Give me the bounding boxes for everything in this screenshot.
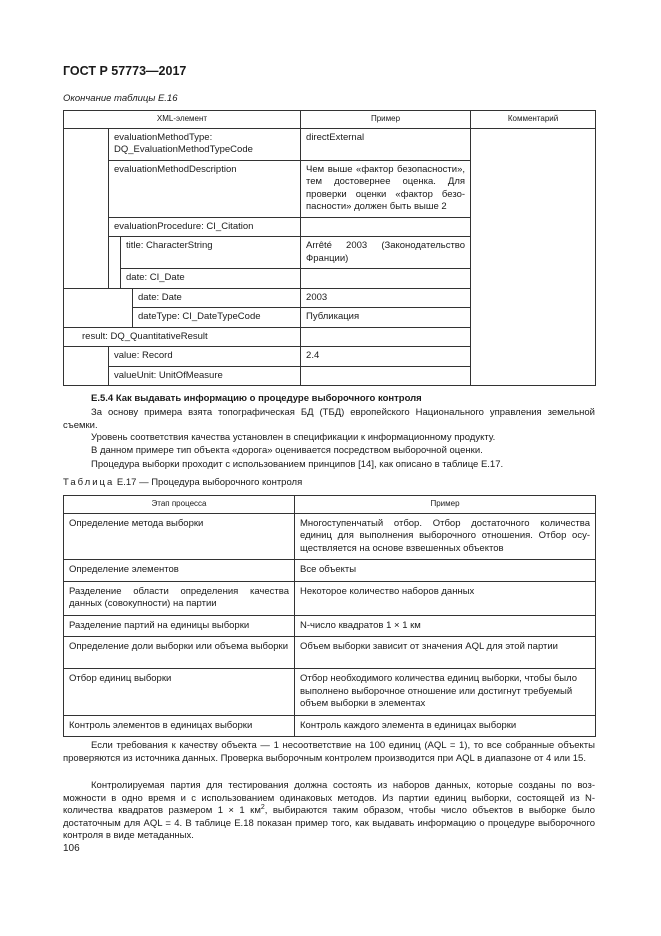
stage-cell: Определение доли выборки или объема выборки	[64, 637, 295, 669]
indent-cell	[64, 237, 109, 269]
col-header-example: Пример	[295, 496, 596, 514]
example-cell: Многоступенчатый отбор. Отбор достаточного количества единиц для выполнения выборочного отношения. Отбор осуществляется на основе взвешенных объектов	[295, 513, 596, 560]
stage-cell: Разделение партий на единицы выборки	[64, 615, 295, 637]
table-e16-caption: Окончание таблицы E.16	[63, 93, 178, 104]
paragraph: Уровень соответствия качества установлен в спецификации к информационному продукту.	[91, 432, 496, 443]
xml-element-cell	[133, 288, 301, 308]
example-cell	[301, 217, 471, 237]
paragraph-text: Контролируемая партия для тестирования должна состоять из наборов данных, которые созданы по возможности в одно время и с использованием одинаковых методов. Из партии единиц выборки, состоящей из N-количества квадратов размером 1 × 1 км	[63, 780, 595, 816]
example-cell	[301, 269, 471, 289]
paragraph-text: , выбираются таким образом, чтобы число объектов в выборке было достаточным для AQL = 4. В таблице E.18 показан пример того, как выдавать информацию о процедуре выборочного контроля в виде метаданных.	[63, 805, 596, 841]
comment-cell	[471, 128, 596, 386]
example-cell: Arrêté 2003 (Законодательство Франции)	[301, 237, 471, 269]
indent-cell	[109, 237, 121, 269]
xml-element-text: date: Date	[138, 291, 182, 303]
xml-element-text: result: DQ_QuantitativeResult	[82, 330, 208, 342]
table-row	[64, 581, 596, 615]
indent-cell	[109, 269, 121, 289]
example-cell: Все объекты	[295, 560, 596, 582]
col-header-xml: XML-элемент	[64, 111, 301, 129]
example-cell: N-число квадратов 1 × 1 км	[295, 615, 596, 637]
indent-cell	[64, 366, 109, 386]
caption-prefix: Таблица	[63, 477, 115, 488]
paragraph: Процедура выборки проходит с использованием принципов [14], как описано в таблице E.17.	[91, 459, 504, 470]
example-cell: Отбор необходимого количества единиц выборки, чтобы было выполнено выборочное отношение или достигнут требуемый объем выборки в элементах	[295, 669, 596, 716]
col-header-example: Пример	[301, 111, 471, 129]
indent-cell	[64, 128, 109, 160]
table-row	[64, 715, 596, 737]
section-title: E.5.4 Как выдавать информацию о процедуре выборочного контроля	[91, 393, 422, 404]
xml-element-cell: title: CharacterString	[121, 237, 301, 269]
example-cell: Объем выборки зависит от значения AQL для этой партии	[295, 637, 596, 669]
xml-element-cell: dateType: CI_DateTypeCode	[133, 308, 301, 328]
stage-cell: Определение элементов	[64, 560, 295, 582]
stage-cell: Отбор единиц выборки	[64, 669, 295, 716]
paragraph: В данном примере тип объекта «дорога» оценивается посредством выборочной оценки.	[91, 445, 483, 456]
xml-element-cell: evaluationMethodDescription	[109, 160, 301, 217]
table-header-row	[64, 111, 596, 129]
example-cell: Контроль каждого элемента в единицах выборки	[295, 715, 596, 737]
xml-element-cell: evaluationMethodType: DQ_EvaluationMethodTypeCode	[109, 128, 301, 160]
xml-element-cell: valueUnit: UnitOfMeasure	[109, 366, 301, 386]
table-row	[64, 615, 596, 637]
page-number: 106	[63, 843, 80, 854]
table-row	[64, 669, 596, 716]
table-row	[64, 128, 596, 160]
document-header: ГОСТ Р 57773—2017	[63, 64, 187, 78]
xml-element-cell: value: Record	[109, 347, 301, 367]
xml-element-cell: date: CI_Date	[121, 269, 301, 289]
table-e16	[63, 110, 596, 386]
example-cell: directExternal	[301, 128, 471, 160]
xml-element-cell: evaluationProcedure: CI_Citation	[109, 217, 301, 237]
indent-cell	[64, 269, 109, 289]
xml-element-cell	[64, 327, 301, 347]
example-cell: 2003	[301, 288, 471, 308]
table-header-row	[64, 496, 596, 514]
stage-cell: Определение метода выборки	[64, 513, 295, 560]
example-cell: Чем выше «фактор безопасности», тем достовернее оценка. Для проверки оценки «фактор безопасности» должен быть выше 2	[301, 160, 471, 217]
stage-cell: Разделение области определения качества данных (совокупности) на партии	[64, 581, 295, 615]
superscript: 2	[260, 803, 265, 811]
example-cell	[301, 327, 471, 347]
table-e17	[63, 495, 596, 737]
indent-cell	[64, 347, 109, 367]
col-header-stage: Этап процесса	[64, 496, 295, 514]
paragraph: Если требования к качеству объекта — 1 несоответствие на 100 единиц (AQL = 1), то все собранные объекты проверяются из источника данных. Проверка выборочным контролем производится при AQL в диапазоне от 4 или 15.	[63, 740, 595, 764]
example-cell: Публикация	[301, 308, 471, 328]
table-row	[64, 560, 596, 582]
indent-cell	[64, 308, 133, 328]
example-cell: Некоторое количество наборов данных	[295, 581, 596, 615]
example-cell	[301, 366, 471, 386]
col-header-comment: Комментарий	[471, 111, 596, 129]
paragraph	[63, 780, 595, 843]
indent-cell	[64, 288, 133, 308]
table-e17-caption	[63, 477, 302, 488]
indent-cell	[64, 160, 109, 217]
example-cell: 2.4	[301, 347, 471, 367]
caption-rest: E.17 — Процедура выборочного контроля	[114, 477, 303, 488]
table-row	[64, 513, 596, 560]
paragraph: За основу примера взята топографическая БД (ТБД) европейского Национального управления земельной съемки.	[63, 407, 595, 431]
stage-cell: Контроль элементов в единицах выборки	[64, 715, 295, 737]
table-row	[64, 637, 596, 669]
indent-cell	[64, 217, 109, 237]
